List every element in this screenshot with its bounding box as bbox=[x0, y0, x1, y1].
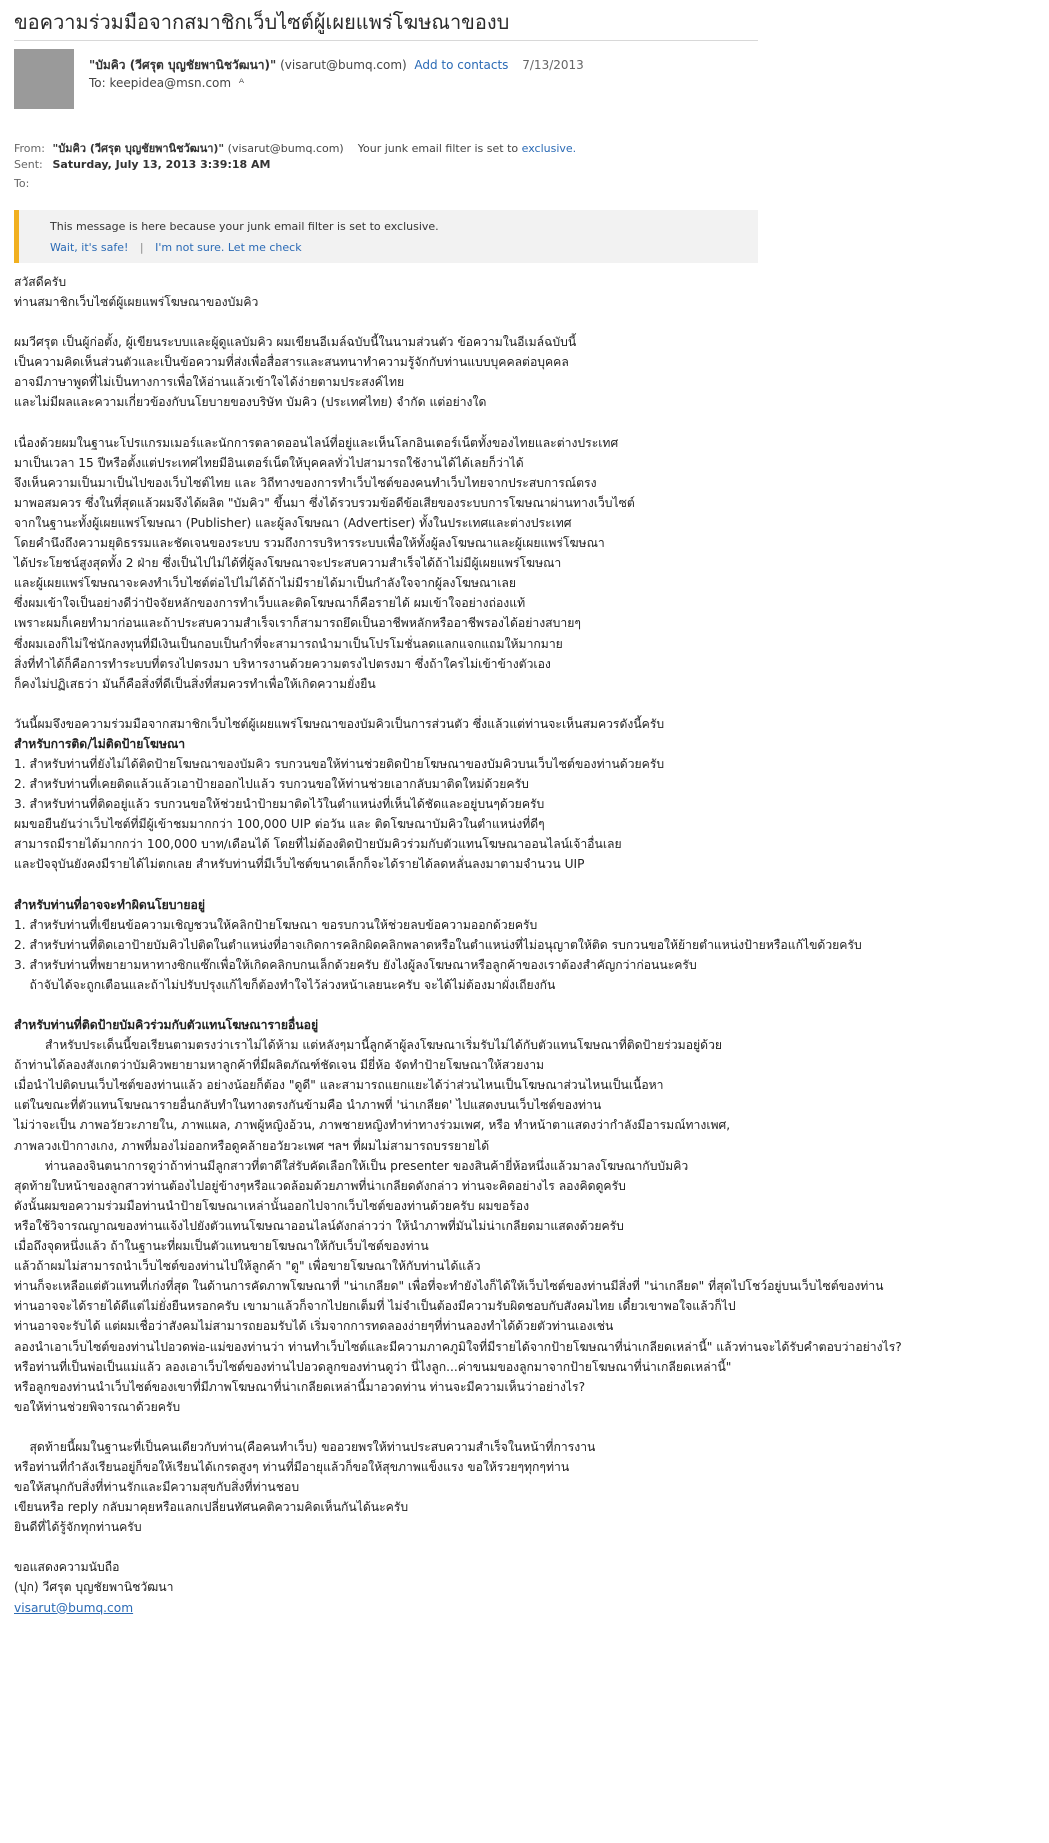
junk-actions bbox=[50, 241, 302, 254]
body-line: สำหรับประเด็นนี้ขอเรียนตามตรงว่าเราไม่ได้ห้าม แต่หลังๆมานี้ลูกค้าผู้ลงโฆษณาเริ่มรับไม่ได้กับตัวแทนโฆษณาที่ติดป้ายร่วมอยู่ด้วย bbox=[14, 1038, 723, 1053]
mark-safe-link[interactable]: Wait, it's safe! bbox=[50, 241, 129, 254]
body-line: 3. สำหรับท่านที่พยายามหาทางซิกแซ๊กเพื่อให้เกิดคลิกบกนเล็กด้วยครับ ยังไงผู้ลงโฆษณาหรือลูกค้าของเราต้องสำคัญกว่าก่อนนะครับ bbox=[14, 957, 697, 972]
action-separator: | bbox=[139, 241, 144, 254]
section3-heading: สำหรับท่านที่ติดป้ายบัมคิวร่วมกับตัวแทนโฆษณารายอื่นอยู่ bbox=[14, 1018, 319, 1032]
from-label: From: bbox=[14, 142, 45, 155]
from-email: (visarut@bumq.com) bbox=[227, 142, 344, 155]
junk-message: This message is here because your junk email filter is set to exclusive. bbox=[50, 220, 439, 233]
signature-email-link[interactable]: visarut@bumq.com bbox=[14, 1600, 134, 1615]
body-line: ขอให้ท่านช่วยพิจารณาด้วยครับ bbox=[14, 1399, 181, 1414]
body-line: 2. สำหรับท่านที่เคยติดแล้วแล้วเอาป้ายออกไปแล้ว รบกวนขอให้ท่านช่วยเอากลับมาติดใหม่ด้วยครับ bbox=[14, 777, 529, 792]
expand-recipients-icon[interactable]: ᴬ bbox=[238, 76, 245, 90]
sent-value: Saturday, July 13, 2013 3:39:18 AM bbox=[52, 158, 271, 171]
body-line: หรือใช้วิจารณญาณของท่านแจ้งไปยังตัวแทนโฆษณาออนไลน์ดังกล่าวว่า ให้นำภาพที่มันไม่น่าเกลียดมาแสดงด้วยครับ bbox=[14, 1218, 624, 1233]
sender-line bbox=[89, 56, 584, 75]
body-line: ท่านลองจินตนาการดูว่าถ้าท่านมีลูกสาวที่ตาดีใส่รับคัดเลือกให้เป็น presenter ของสินค้ายี่ห้อหนึ่งแล้วมาลงโฆษณากับบัมคิว bbox=[14, 1158, 689, 1173]
body-line: ได้ประโยชน์สูงสุดทั้ง 2 ฝ่าย ซึ่งเป็นไปไม่ได้ที่ผู้ลงโฆษณาจะประสบความสำเร็จได้ถ้าไม่มีผู้เผยแพร่โฆษณา bbox=[14, 556, 562, 571]
section1-list bbox=[14, 754, 1034, 875]
body-line: และปัจจุบันยังคงมีรายได้ไม่ตกเลย สำหรับท่านที่มีเว็บไซต์ขนาดเล็กก็จะได้รายได้ลดหลั่นลงมาตามจำนวน UIP bbox=[14, 857, 585, 872]
signoff: ขอแสดงความนับถือ bbox=[14, 1560, 120, 1575]
body-line: ซึ่งผมเองก็ไม่ใช่นักลงทุนที่มีเงินเป็นกอบเป็นกำที่จะสามารถนำมาเป็นโปรโมชั่นลดแลกแจกแถมให้มากมาย bbox=[14, 636, 563, 651]
body-line: ผมวีศรุต เป็นผู้ก่อตั้ง, ผู้เขียนระบบและผู้ดูแลบัมคิว ผมเขียนอีเมล์ฉบับนี้ในนามส่วนตัว ข้อความในอีเมล์ฉบับนี้ bbox=[14, 335, 577, 350]
body-line: ซึ่งผมเข้าใจเป็นอย่างดีว่าปัจจัยหลักของการทำเว็บและติดโฆษณาก็คือรายได้ ผมเข้าใจอย่างถ่องแท้ bbox=[14, 596, 526, 611]
body-line: เพราะผมก็เคยทำมาก่อนและถ้าประสบความสำเร็จเราก็สามารถยึดเป็นอาชีพหลักหรืออาชีพรองได้อย่างสบายๆ bbox=[14, 616, 581, 631]
body-line: อาจมีภาษาพูดที่ไม่เป็นทางการเพื่อให้อ่านแล้วเข้าใจได้ง่ายตามประสงค์ไทย bbox=[14, 375, 405, 390]
body-line: เมื่อถึงจุดหนึ่งแล้ว ถ้าในฐานะที่ผมเป็นตัวแทนขายโฆษณาให้กับเว็บไซต์ของท่าน bbox=[14, 1239, 429, 1254]
body-line: ภาพลวงเป้ากางเกง, ภาพที่มองไม่ออกหรือดูคล้ายอวัยวะเพศ ฯลฯ ที่ผมไม่สามารถบรรยายได้ bbox=[14, 1138, 490, 1153]
body-line: และไม่มีผลและความเกี่ยวข้องกับนโยบายของบริษัท บัมคิว (ประเทศไทย) จำกัด แต่อย่างใด bbox=[14, 395, 487, 410]
sent-label: Sent: bbox=[14, 158, 43, 171]
section2-heading: สำหรับท่านที่อาจจะทำผิดนโยบายอยู่ bbox=[14, 897, 205, 912]
body-line: ก็คงไม่ปฏิเสธว่า มันก็คือสิ่งที่ดีเป็นสิ่งที่สมควรทำเพื่อให้เกิดความยั่งยืน bbox=[14, 676, 376, 691]
body-line: ท่านอาจจะได้รายได้ดีแต่ไม่ยั่งยืนหรอกครับ เขามาแล้วก็จากไปยกเต็มที่ ไม่จำเป็นต้องมีความรับผิดชอบกับสังคมไทย เดี๋ยวเขาพอใจแล้วก็ไป bbox=[14, 1299, 736, 1314]
body-line: เมื่อนำไปติดบนเว็บไซต์ของท่านแล้ว อย่างน้อยก็ต้อง "ดูดี" และสามารถแยกแยะได้ว่าส่วนไหนเป็นโฆษณาส่วนไหนเป็นเนื้อหา bbox=[14, 1078, 664, 1093]
meta-to bbox=[14, 177, 49, 190]
body-line: 1. สำหรับท่านที่เขียนข้อความเชิญชวนให้คลิกป้ายโฆษณา ขอรบกวนให้ช่วยลบข้อความออกด้วยครับ bbox=[14, 917, 538, 932]
greeting-addressee: ท่านสมาชิกเว็บไซต์ผู้เผยแพร่โฆษณาของบัมคิว bbox=[14, 295, 259, 310]
sender-name: "บัมคิว (วีศรุต บุญชัยพานิชวัฒนา)" bbox=[89, 58, 277, 72]
body-line: สิ่งที่ทำได้ก็คือการทำระบบที่ตรงไปตรงมา บริหารงานด้วยความตรงไปตรงมา ซึ่งถ้าใครไม่เข้าข้างตัวเอง bbox=[14, 656, 551, 671]
junk-mail-banner bbox=[14, 210, 758, 263]
body-line: หรือท่านที่เป็นพ่อเป็นแม่แล้ว ลองเอาเว็บไซต์ของท่านไปอวดลูกของท่านดูว่า นี่ไงลูก...ค่าขนมของลูกมาจากป้ายโฆษณาที่น่าเกลียดเหล่านี้" bbox=[14, 1359, 732, 1374]
sender-email: (visarut@bumq.com) bbox=[280, 58, 407, 72]
body-line: เป็นความคิดเห็นส่วนตัวและเป็นข้อความที่ส่งเพื่อสื่อสารและสนทนาทำความรู้จักกับท่านแบบบุคคลต่อบุคคล bbox=[14, 355, 569, 370]
body-line: ถ้าจับได้จะถูกเตือนและถ้าไม่ปรับปรุงแก้ไขก็ต้องทำใจไว้ล่วงหน้าเลยนะครับ จะได้ไม่ต้องมาผั่งเถียงกัน bbox=[14, 977, 556, 992]
body-line: 1. สำหรับท่านที่ยังไม่ได้ติดป้ายโฆษณาของบัมคิว รบกวนขอให้ท่านช่วยติดป้ายโฆษณาของบัมคิวบนเว็บไซต์ของท่านด้วยครับ bbox=[14, 756, 665, 771]
body-line: สุดท้ายใบหน้าของลูกสาวท่านต้องไปอยู่ข้างๆหรือแวดล้อมด้วยภาพที่น่าเกลียดดังกล่าว ท่านจะคิดอย่างไร ลองคิดดูครับ bbox=[14, 1178, 626, 1193]
sender-avatar bbox=[14, 49, 74, 109]
meta-sent bbox=[14, 158, 270, 171]
closing-paragraph bbox=[14, 1437, 1034, 1537]
body-line: ยินดีที่ได้รู้จักทุกท่านครับ bbox=[14, 1520, 142, 1535]
body-line: หรือลูกของท่านนำเว็บไซต์ของเขาที่มีภาพโฆษณาที่น่าเกลียดเหล่านี้มาอวดท่าน ท่านจะมีความเห็นว่าอย่างไร? bbox=[14, 1379, 586, 1394]
recipient-line bbox=[89, 76, 244, 90]
body-line: มาพอสมควร ซึ่งในที่สุดแล้วผมจึงได้ผลิต "บัมคิว" ขึ้นมา ซึ่งได้รวบรวมข้อดีข้อเสียของระบบการโฆษณาผ่านทางเว็บไซต์ bbox=[14, 495, 635, 510]
body-line: ลองนำเอาเว็บไซต์ของท่านไปอวดพ่อ-แม่ของท่านว่า ท่านทำเว็บไซต์และมีความภาคภูมิใจที่มีรายได้จากป้ายโฆษณาที่น่าเกลียดเหล่านี้" แล้วท่านจะได้รับคำตอบว่าอย่างไร? bbox=[14, 1339, 902, 1354]
body-line: แต่ในขณะที่ตัวแทนโฆษณารายอื่นกลับทำในทางตรงกันข้ามคือ นำภาพที่ 'น่าเกลียด' ไปแสดงบนเว็บไซต์ของท่าน bbox=[14, 1098, 602, 1113]
section3-body bbox=[14, 1035, 1034, 1417]
body-line: 2. สำหรับท่านที่ติดเอาป้ายบัมคิวไปติดในตำแหน่งที่อาจเกิดการคลิกผิดคลิกพลาดหรือในตำแหน่งที่ไม่อนุญาตให้ติด รบกวนขอให้ย้ายตำแหน่งป้ายหรือแก้ไขด้วยครับ bbox=[14, 937, 862, 952]
body-line: จึงเห็นความเป็นมาเป็นไปของเว็บไซต์ไทย และ วิถีทางของการทำเว็บไซต์ของคนทำเว็บไทยจากประสบการณ์ตรง bbox=[14, 475, 597, 490]
body-line: หรือท่านที่กำลังเรียนอยู่ก็ขอให้เรียนได้เกรดสูงๆ ท่านที่มีอายุแล้วก็ขอให้สุขภาพแข็งแรง ขอให้รวยๆทุกๆท่าน bbox=[14, 1459, 570, 1474]
body-line: ท่านก็จะเหลือแต่ตัวแทนที่เก่งที่สุด ในด้านการคัดภาพโฆษณาที่ "น่าเกลียด" เพื่อที่จะทำยังไงก็ได้ให้เว็บไซต์ของท่านมีสิ่งที่ "น่าเกลียด" ที่สุดไปโชว์อยู่บนเว็บไซต์ของท่าน bbox=[14, 1279, 884, 1294]
to-line: To: keepidea@msn.com bbox=[89, 76, 232, 90]
section1-heading: สำหรับการติด/ไม่ติดป้ายโฆษณา bbox=[14, 736, 186, 751]
add-to-contacts-link[interactable]: Add to contacts bbox=[414, 58, 509, 72]
body-line: เขียนหรือ reply กลับมาคุยหรือแลกเปลี่ยนทัศนคติความคิดเห็นกันได้นะครับ bbox=[14, 1500, 409, 1515]
body-line: 3. สำหรับท่านที่ติดอยู่แล้ว รบกวนขอให้ช่วยนำป้ายมาติดไว้ในตำแหน่งที่เห็นได้ชัดและอยู่บนๆด้วยครับ bbox=[14, 797, 545, 812]
body-line: ขอให้สนุกกับสิ่งที่ท่านรักและมีความสุขกับสิ่งที่ท่านชอบ bbox=[14, 1480, 300, 1495]
body-line: เนื่องด้วยผมในฐานะโปรแกรมเมอร์และนักการตลาดออนไลน์ที่อยู่และเห็นโลกอินเตอร์เน็ตทั้งของไทยและต่างประเทศ bbox=[14, 435, 619, 450]
section2-list bbox=[14, 915, 1034, 995]
body-line: ถ้าท่านได้ลองสังเกตว่าบัมคิวพยายามหาลูกค้าที่มีผลิตภัณฑ์ชัดเจน มียี่ห้อ จัดทำป้ายโฆษณาให้สวยงาม bbox=[14, 1058, 545, 1073]
background-paragraph bbox=[14, 433, 1034, 694]
body-line: และผู้เผยแพร่โฆษณาจะคงทำเว็บไซต์ต่อไปไม่ได้ถ้าไม่มีรายได้มาเป็นกำลังใจจากผู้ลงโฆษณาเลย bbox=[14, 576, 517, 591]
intro-paragraph bbox=[14, 332, 1034, 412]
message-body bbox=[14, 272, 1034, 1618]
greeting: สวัสดีครับ bbox=[14, 275, 67, 289]
body-line: สุดท้ายนี้ผมในฐานะที่เป็นคนเดียวกับท่าน(คือคนทำเว็บ) ขออวยพรให้ท่านประสบความสำเร็จในหน้าที่การงาน bbox=[14, 1439, 596, 1454]
request-intro: วันนี้ผมจึงขอความร่วมมือจากสมาชิกเว็บไซต์ผู้เผยแพร่โฆษณาของบัมคิวเป็นการส่วนตัว ซึ่งแล้วแต่ท่านจะเห็นสมควรดังนี้ครับ bbox=[14, 716, 665, 731]
body-line: แล้วถ้าผมไม่สามารถนำเว็บไซต์ของท่านไปให้ลูกค้า "ดู" เพื่อขายโฆษณาให้กับท่านได้แล้ว bbox=[14, 1259, 481, 1274]
email-subject: ขอความร่วมมือจากสมาชิกเว็บไซต์ผู้เผยแพร่โฆษณาของบ bbox=[14, 8, 758, 41]
body-line: มาเป็นเวลา 15 ปีหรือตั้งแต่ประเทศไทยมีอินเตอร์เน็ตให้บุคคลทั่วไปสามารถใช้งานได้ได้เลยก็ว่าได้ bbox=[14, 455, 524, 470]
junk-filter-link[interactable]: exclusive. bbox=[521, 142, 577, 155]
junk-filter-note: Your junk email filter is set to bbox=[357, 142, 519, 155]
not-sure-link[interactable]: I'm not sure. Let me check bbox=[155, 241, 302, 254]
body-line: ดังนั้นผมขอความร่วมมือท่านนำป้ายโฆษณาเหล่านั้นออกไปจากเว็บไซต์ของท่านด้วยครับ ผมขอร้อง bbox=[14, 1198, 530, 1213]
body-line: จากในฐานะทั้งผู้เผยแพร่โฆษณา (Publisher) และผู้ลงโฆษณา (Advertiser) ทั้งในประเทศและต่างประเทศ bbox=[14, 515, 572, 530]
signature-name: (ปุก) วีศรุต บุญชัยพานิชวัฒนา bbox=[14, 1580, 174, 1595]
meta-from bbox=[14, 139, 576, 157]
from-name: "บัมคิว (วีศรุต บุญชัยพานิชวัฒนา)" bbox=[52, 142, 225, 155]
message-date: 7/13/2013 bbox=[522, 58, 584, 72]
body-line: ผมขอยืนยันว่าเว็บไซต์ที่มีผู้เข้าชมมากกว่า 100,000 UIP ต่อวัน และ ติดโฆษณาบัมคิวในตำแหน่งที่ดีๆ bbox=[14, 817, 545, 832]
body-line: สามารถมีรายได้มากกว่า 100,000 บาท/เดือนได้ โดยที่ไม่ต้องติดป้ายบัมคิวร่วมกับตัวแทนโฆษณาออนไลน์เจ้าอื่นเลย bbox=[14, 837, 622, 852]
to-label: To: bbox=[14, 177, 30, 190]
body-line: โดยคำนึงถึงความยุติธรรมและชัดเจนของระบบ รวมถึงการบริหารระบบเพื่อให้ทั้งผู้ลงโฆษณาและผู้เผยแพร่โฆษณา bbox=[14, 536, 605, 551]
body-line: ไม่ว่าจะเป็น ภาพอวัยวะภายใน, ภาพแผล, ภาพผู้หญิงอ้วน, ภาพชายหญิงทำท่าทางร่วมเพศ, หรือ ทำหน้าตาแสดงว่ากำลังมีอารมณ์ทางเพศ, bbox=[14, 1118, 731, 1133]
body-line: ท่านอาจจะรับได้ แต่ผมเชื่อว่าสังคมไม่สามารถยอมรับได้ เริ่มจากการทดลองง่ายๆที่ท่านลองทำได้ด้วยตัวท่านเองเช่น bbox=[14, 1319, 614, 1334]
